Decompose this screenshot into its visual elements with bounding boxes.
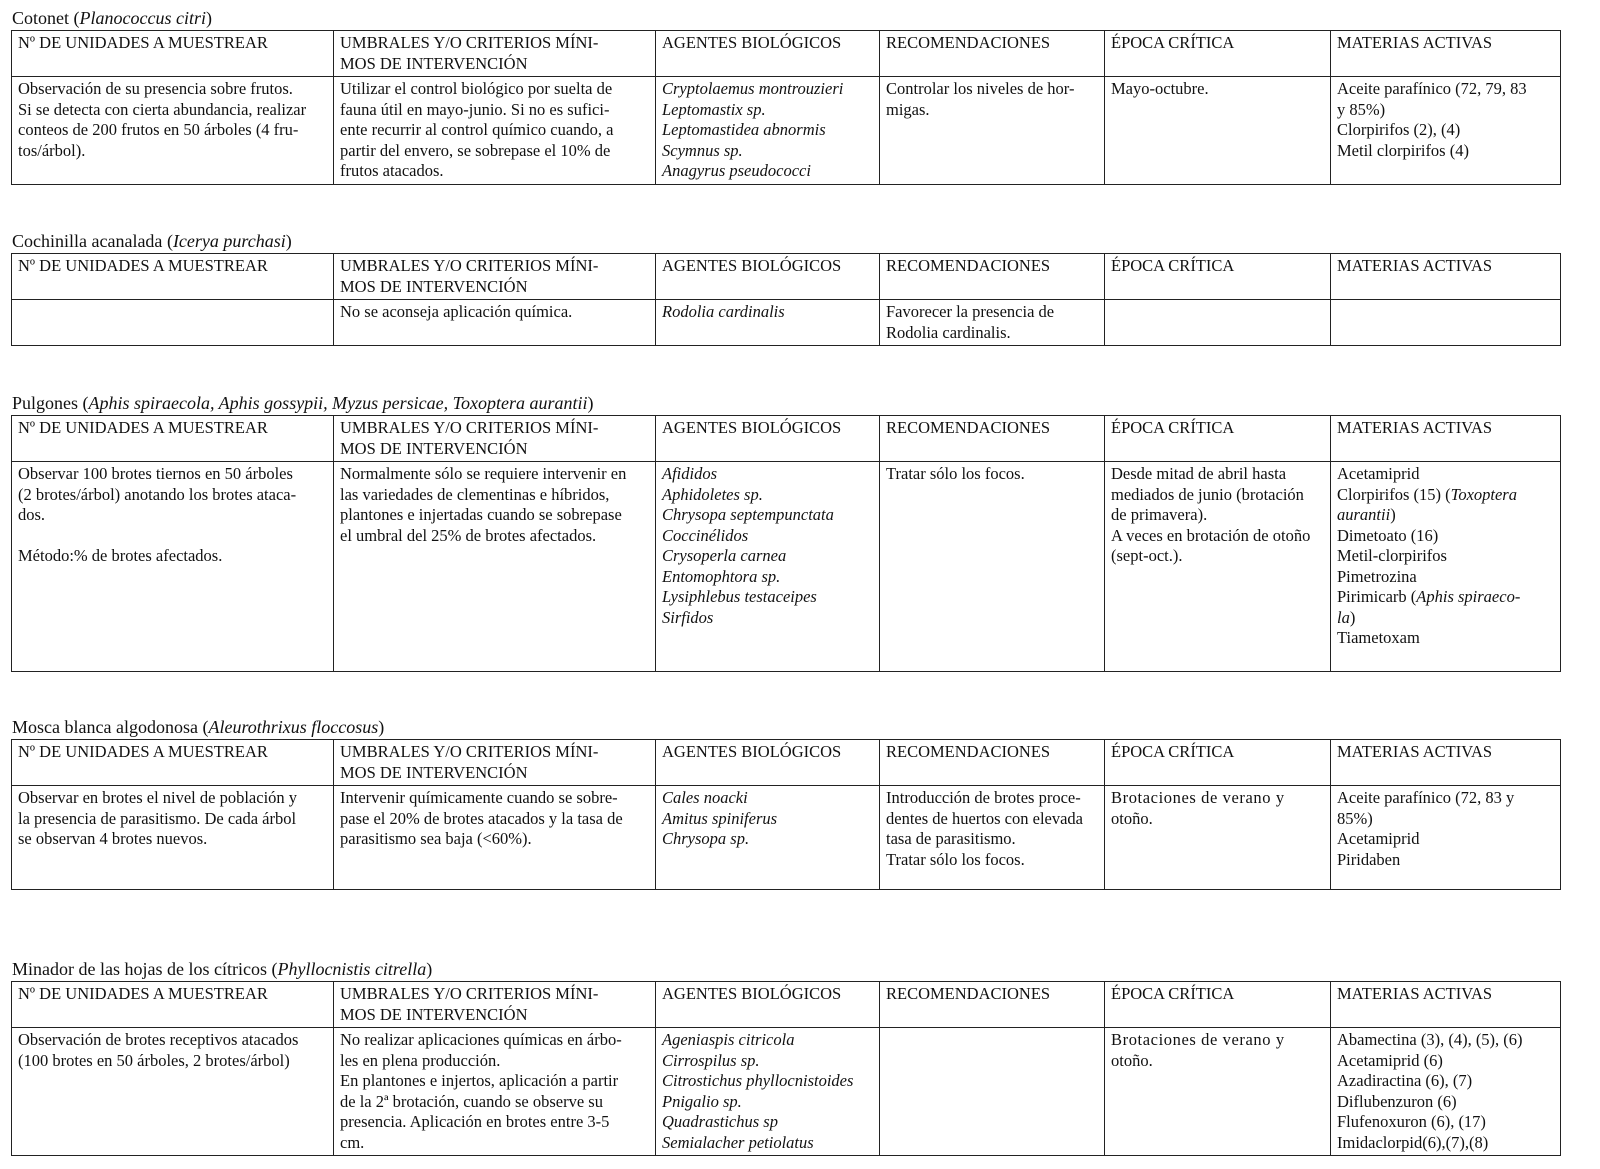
header-row [12,31,1561,77]
cell-epoca: Desde mitad de abril hasta mediados de junio (brotación de primavera). A veces en brotación de otoño (sept-oct.). [1105,462,1331,672]
header-materias: MATERIAS ACTIVAS [1331,31,1561,77]
header-epoca: ÉPOCA CRÍTICA [1105,740,1331,786]
section-pulgones [11,391,1560,672]
cell-agentes: Ageniaspis citricola Cirrospilus sp. Citrostichus phyllocnistoides Pnigalio sp. Quadrastichus sp Semialacher petiolatus [656,1028,880,1156]
header-epoca: ÉPOCA CRÍTICA [1105,254,1331,300]
header-agentes: AGENTES BIOLÓGICOS [656,254,880,300]
header-recomendaciones: RECOMENDACIONES [880,740,1105,786]
pest-table [11,415,1561,672]
header-row [12,982,1561,1028]
cell-recomendaciones: Introducción de brotes proce- dentes de huertos con elevada tasa de parasitismo. Tratar sólo los focos. [880,786,1105,890]
section-title: Minador de las hojas de los cítricos (Phyllocnistis citrella) [12,959,433,979]
cell-epoca: Brotaciones de verano y otoño. [1105,786,1331,890]
section-title: Cochinilla acanalada (Icerya purchasi) [12,231,292,251]
cell-materias [1331,300,1561,346]
section-cotonet [11,6,1560,185]
header-recomendaciones: RECOMENDACIONES [880,416,1105,462]
header-unidades: Nº DE UNIDADES A MUESTREAR [12,740,334,786]
header-agentes: AGENTES BIOLÓGICOS [656,31,880,77]
cell-materias: Aceite parafínico (72, 83 y 85%) Acetamiprid Piridaben [1331,786,1561,890]
cell-epoca: Mayo-octubre. [1105,77,1331,185]
section-title: Mosca blanca algodonosa (Aleurothrixus floccosus) [12,717,385,737]
cell-epoca: Brotaciones de verano y otoño. [1105,1028,1331,1156]
header-row [12,740,1561,786]
header-umbrales: UMBRALES Y/O CRITERIOS MÍNI- MOS DE INTERVENCIÓN [334,982,656,1028]
header-unidades: Nº DE UNIDADES A MUESTREAR [12,254,334,300]
cell-materias: Aceite parafínico (72, 79, 83 y 85%) Clorpirifos (2), (4) Metil clorpirifos (4) [1331,77,1561,185]
table-row [12,462,1561,672]
table-row [12,786,1561,890]
header-materias: MATERIAS ACTIVAS [1331,254,1561,300]
cell-agentes: Rodolia cardinalis [656,300,880,346]
header-umbrales: UMBRALES Y/O CRITERIOS MÍNI- MOS DE INTERVENCIÓN [334,740,656,786]
cell-unidades: Observación de su presencia sobre frutos. Si se detecta con cierta abundancia, realizar conteos de 200 frutos en 50 árboles (4 fru- tos/árbol). [12,77,334,185]
cell-unidades: Observar en brotes el nivel de población y la presencia de parasitismo. De cada árbol se observan 4 brotes nuevos. [12,786,334,890]
cell-recomendaciones [880,1028,1105,1156]
cell-recomendaciones: Tratar sólo los focos. [880,462,1105,672]
header-recomendaciones: RECOMENDACIONES [880,254,1105,300]
header-unidades: Nº DE UNIDADES A MUESTREAR [12,31,334,77]
table-row [12,300,1561,346]
section-cochinilla [11,229,1560,346]
section-mosca-blanca [11,715,1560,890]
header-recomendaciones: RECOMENDACIONES [880,31,1105,77]
cell-umbrales: No se aconseja aplicación química. [334,300,656,346]
cell-unidades: Observación de brotes receptivos atacados (100 brotes en 50 árboles, 2 brotes/árbol) [12,1028,334,1156]
table-row [12,77,1561,185]
cell-recomendaciones: Controlar los niveles de hor- migas. [880,77,1105,185]
header-umbrales: UMBRALES Y/O CRITERIOS MÍNI- MOS DE INTERVENCIÓN [334,416,656,462]
header-materias: MATERIAS ACTIVAS [1331,416,1561,462]
header-materias: MATERIAS ACTIVAS [1331,982,1561,1028]
cell-epoca [1105,300,1331,346]
cell-agentes: Cryptolaemus montrouzieri Leptomastix sp. Leptomastidea abnormis Scymnus sp. Anagyrus pseudococci [656,77,880,185]
header-recomendaciones: RECOMENDACIONES [880,982,1105,1028]
section-minador [11,957,1560,1156]
header-epoca: ÉPOCA CRÍTICA [1105,31,1331,77]
cell-unidades [12,300,334,346]
cell-materias: Acetamiprid Clorpirifos (15) (Toxoptera aurantii) Dimetoato (16) Metil-clorpirifos Pimetrozina Pirimicarb (Aphis spiraeco- la) Tiametoxam [1331,462,1561,672]
pest-table [11,739,1561,890]
section-title: Pulgones (Aphis spiraecola, Aphis gossypii, Myzus persicae, Toxoptera aurantii) [12,393,594,413]
pest-table [11,981,1561,1156]
pest-table [11,253,1561,346]
cell-umbrales: Normalmente sólo se requiere intervenir en las variedades de clementinas e híbridos, plantones e injertadas cuando se sobrepase el umbral del 25% de brotes afectados. [334,462,656,672]
cell-unidades: Observar 100 brotes tiernos en 50 árboles (2 brotes/árbol) anotando los brotes ataca- dos. Método:% de brotes afectados. [12,462,334,672]
cell-agentes: Afididos Aphidoletes sp. Chrysopa septempunctata Coccinélidos Crysoperla carnea Entomophtora sp. Lysiphlebus testaceipes Sirfidos [656,462,880,672]
header-row [12,254,1561,300]
header-umbrales: UMBRALES Y/O CRITERIOS MÍNI- MOS DE INTERVENCIÓN [334,31,656,77]
header-materias: MATERIAS ACTIVAS [1331,740,1561,786]
section-title: Cotonet (Planococcus citri) [12,8,212,28]
header-epoca: ÉPOCA CRÍTICA [1105,982,1331,1028]
header-row [12,416,1561,462]
header-agentes: AGENTES BIOLÓGICOS [656,740,880,786]
cell-recomendaciones: Favorecer la presencia de Rodolia cardinalis. [880,300,1105,346]
cell-umbrales: Utilizar el control biológico por suelta de fauna útil en mayo-junio. Si no es sufici- ente recurrir al control químico cuando, a partir del envero, se sobrepase el 10% de frutos atacados. [334,77,656,185]
header-umbrales: UMBRALES Y/O CRITERIOS MÍNI- MOS DE INTERVENCIÓN [334,254,656,300]
pest-table [11,30,1561,185]
header-epoca: ÉPOCA CRÍTICA [1105,416,1331,462]
cell-agentes: Cales noacki Amitus spiniferus Chrysopa sp. [656,786,880,890]
header-agentes: AGENTES BIOLÓGICOS [656,416,880,462]
header-unidades: Nº DE UNIDADES A MUESTREAR [12,982,334,1028]
cell-materias: Abamectina (3), (4), (5), (6) Acetamiprid (6) Azadiractina (6), (7) Diflubenzuron (6) Flufenoxuron (6), (17) Imidaclorpid(6),(7),(8) [1331,1028,1561,1156]
table-row [12,1028,1561,1156]
cell-umbrales: Intervenir químicamente cuando se sobre- pase el 20% de brotes atacados y la tasa de parasitismo sea baja (<60%). [334,786,656,890]
cell-umbrales: No realizar aplicaciones químicas en árbo- les en plena producción. En plantones e injertos, aplicación a partir de la 2ª brotación, cuando se observe su presencia. Aplicación en brotes entre 3-5 cm. [334,1028,656,1156]
header-unidades: Nº DE UNIDADES A MUESTREAR [12,416,334,462]
header-agentes: AGENTES BIOLÓGICOS [656,982,880,1028]
